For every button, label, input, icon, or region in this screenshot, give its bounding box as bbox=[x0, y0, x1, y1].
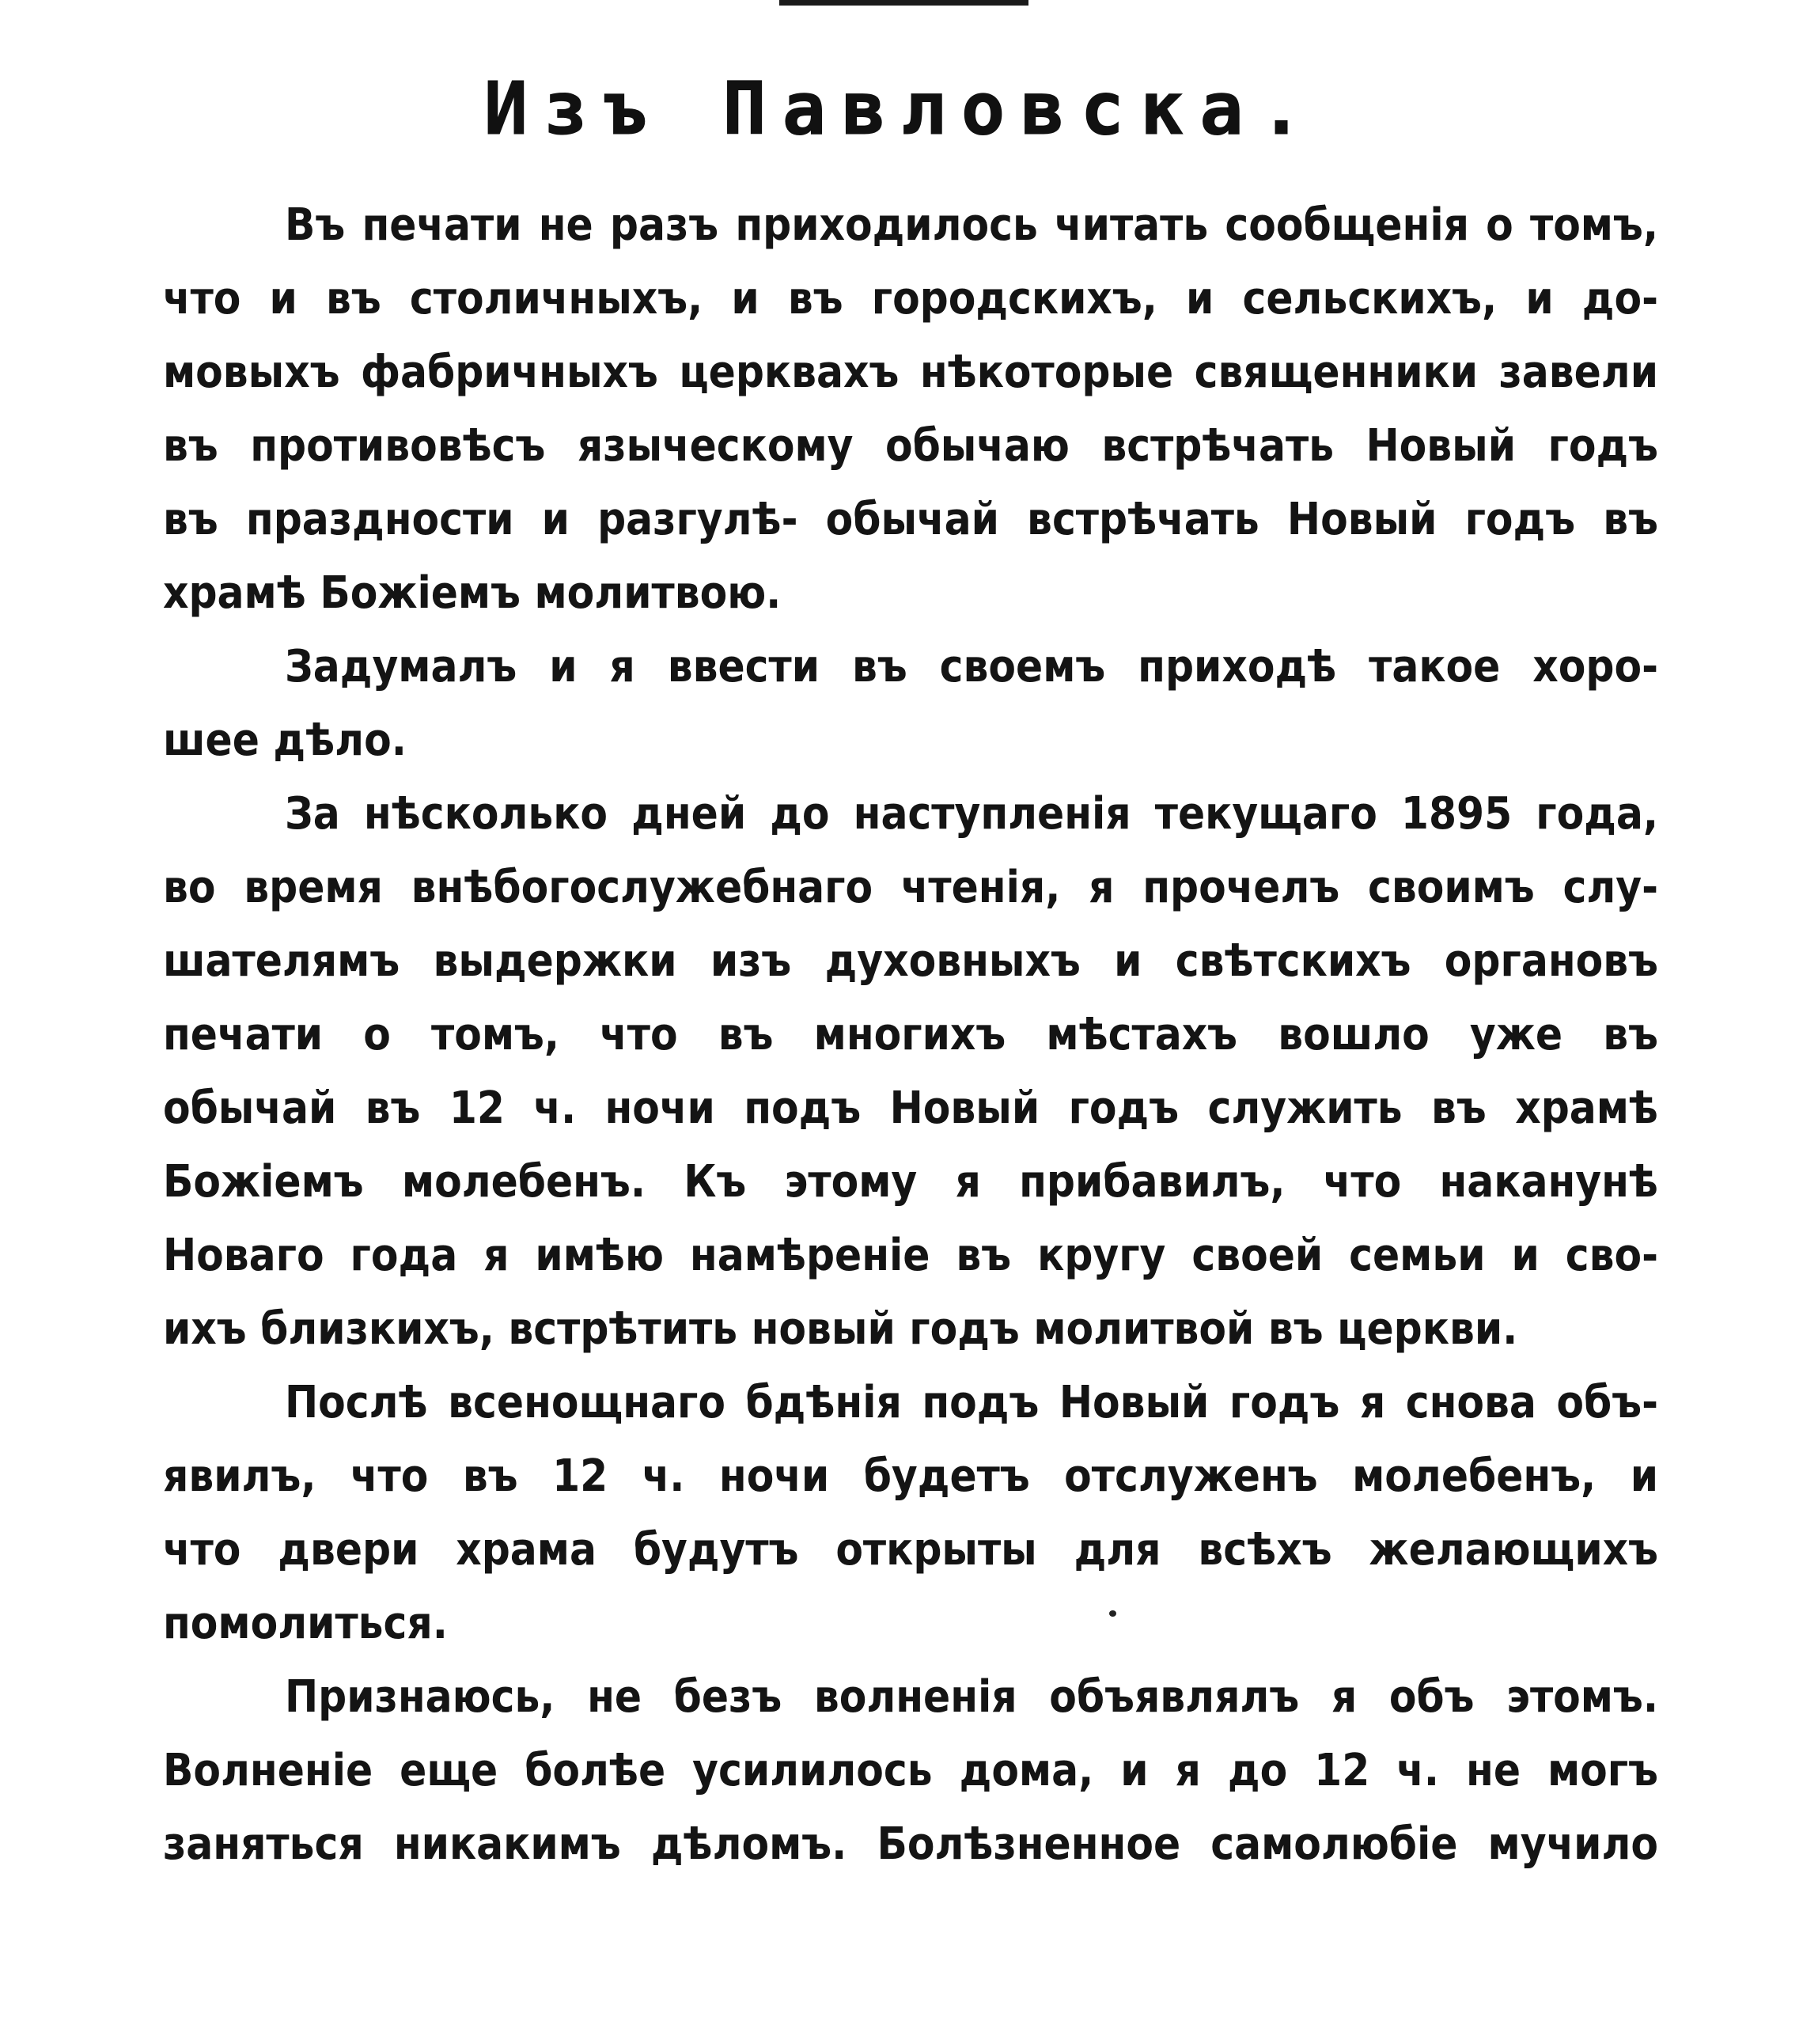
text-line: что и въ столичныхъ, и въ городскихъ, и сельскихъ, и до- bbox=[163, 273, 1658, 324]
text-line: За нѣсколько дней до наступленія текущаго 1895 года, bbox=[285, 788, 1658, 840]
text-line: заняться никакимъ дѣломъ. Болѣзненное самолюбіе мучило bbox=[163, 1818, 1658, 1870]
paragraph-3 bbox=[163, 777, 1658, 1366]
text-line: храмѣ Божіемъ молитвою. bbox=[163, 567, 782, 619]
text-line: что двери храма будутъ открыты для всѣхъ желающихъ bbox=[163, 1524, 1658, 1576]
text-line: Послѣ всенощнаго бдѣнія подъ Новый годъ я снова объ- bbox=[285, 1377, 1658, 1428]
text-line: Въ печати не разъ приходилось читать сообщенія о томъ, bbox=[285, 199, 1658, 251]
text-line: въ праздности и разгулѣ- обычай встрѣчать Новый годъ въ bbox=[163, 494, 1658, 545]
paragraph-4 bbox=[163, 1366, 1658, 1660]
ink-speck bbox=[1109, 1610, 1116, 1617]
text-line: помолиться. bbox=[163, 1598, 448, 1649]
paragraph-1 bbox=[163, 188, 1658, 630]
article-body bbox=[163, 188, 1658, 1881]
text-line: шее дѣло. bbox=[163, 715, 407, 766]
text-line: Задумалъ и я ввести въ своемъ приходѣ такое хоро- bbox=[285, 641, 1658, 692]
text-line: Признаюсь, не безъ волненія объявлялъ я объ этомъ. bbox=[285, 1671, 1658, 1723]
text-line: обычай въ 12 ч. ночи подъ Новый годъ служить въ храмѣ bbox=[163, 1083, 1658, 1134]
text-line: Новаго года я имѣю намѣреніе въ кругу своей семьи и сво- bbox=[163, 1230, 1658, 1281]
paragraph-2 bbox=[163, 630, 1658, 777]
text-line: явилъ, что въ 12 ч. ночи будетъ отслуженъ молебенъ, и bbox=[163, 1451, 1658, 1502]
text-line: шателямъ выдержки изъ духовныхъ и свѣтскихъ органовъ bbox=[163, 935, 1658, 987]
text-line: Волненіе еще болѣе усилилось дома, и я до 12 ч. не могъ bbox=[163, 1745, 1658, 1796]
article-title: Изъ Павловска. bbox=[483, 66, 1320, 151]
paragraph-5 bbox=[163, 1660, 1658, 1881]
text-line: ихъ близкихъ, встрѣтить новый годъ молитвой въ церкви. bbox=[163, 1303, 1518, 1355]
top-rule-divider bbox=[779, 0, 1028, 6]
text-line: мовыхъ фабричныхъ церквахъ нѣкоторые священники завели bbox=[163, 347, 1658, 398]
text-line: печати о томъ, что въ многихъ мѣстахъ вошло уже въ bbox=[163, 1009, 1658, 1060]
text-line: въ противовѣсъ языческому обычаю встрѣчать Новый годъ bbox=[163, 420, 1658, 472]
text-line: во время внѣбогослужебнаго чтенія, я прочелъ своимъ слу- bbox=[163, 862, 1658, 913]
text-line: Божіемъ молебенъ. Къ этому я прибавилъ, что наканунѣ bbox=[163, 1156, 1658, 1208]
